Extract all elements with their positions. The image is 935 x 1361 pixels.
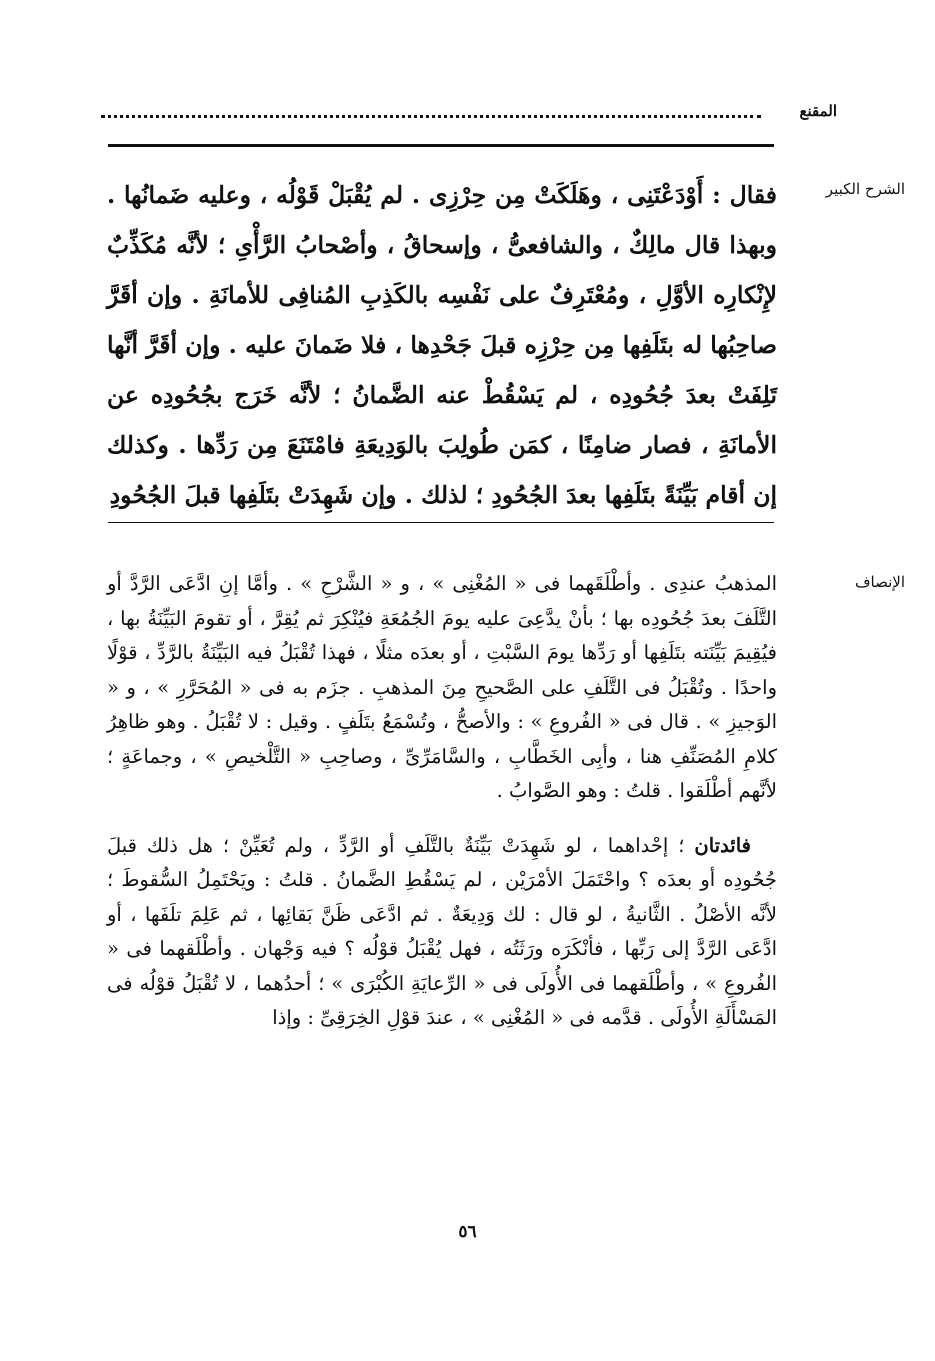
page-number: ٥٦ — [458, 1222, 477, 1242]
insaf-paragraph-2 — [107, 829, 777, 1036]
running-header — [101, 98, 837, 124]
sharh-paragraph: فقال : أَوْدَعْتَنِى ، وهَلَكَتْ مِن حِرْزِى . لم يُقْبَلْ قَوْلُه ، وعليه ضَمانُها . وبهذا قال مالِكٌ ، والشافعىُّ ، وإسحاقُ ، وأصْحابُ الرَّأْىِ ؛ لأنَّه مُكَذِّبٌ لإِنْكارِه الأوَّلِ ، ومُعْتَرِفٌ على نَفْسِه بالكَذِبِ المُنافِى للأمانَةِ . وإن أقَرَّ صاحِبُها له بتَلَفِها مِن حِرْزِه قبلَ جَحْدِها ، فلا ضَمانَ عليه . وإن أقَرَّ أنَّها تَلِفَتْ بعدَ جُحُودِه ، لم يَسْقُطْ عنه الضَّمانُ ؛ لأنَّه خَرَج بجُحُودِه عن الأمانَةِ ، فصار ضامِنًا ، كمَن طُولِبَ بالوَدِيعَةِ فامْتَنَعَ مِن رَدِّها . وكذلك إن أقام بَيِّنَةً بتَلَفِها بعدَ الجُحُودِ ؛ لذلك . وإن شَهِدَتْ بتَلَفِها قبلَ الجُحُودِ — [107, 181, 777, 509]
section-divider — [108, 522, 774, 523]
sharh-side-label: الشرح الكبير — [825, 180, 905, 198]
header-rule — [108, 144, 774, 147]
insaf-text-block — [107, 567, 777, 1036]
insaf-paragraph-1: المذهبُ عندِى . وأطْلَقَهما فى « المُغْنِى » ، و « الشَّرْحِ » . وأمَّا إنِ ادَّعَى الرَّدَّ أو التَّلَفَ بعدَ جُحُودِه بها ؛ بأنْ يدَّعِىَ عليه يومَ الجُمُعَةِ فيُنْكِرَ ثم يُقِرَّ ، أو تقومَ البَيِّنَةُ بها ، فيُقِيمَ بَيِّنَته بتَلَفِها أو رَدِّها يومَ السَّبْتِ ، أو بعدَه مثلًا ، فهذا تُقْبَلُ فيه البَيِّنَةُ بالرَّدِّ ، قوْلًا واحدًا . وتُقْبَلُ فى التَّلَفِ على الصَّحيحِ مِنَ المذهبِ . جزَم به فى « المُحَرَّرِ » ، و « الوَجيزِ » . قال فى « الفُروعِ » : والأصحُّ ، وتُسْمَعُ بتَلَفٍ . وقيل : لا تُقْبَلُ . وهو ظاهِرُ كلامِ المُصَنِّفِ هنا ، وأبِى الخَطَّابِ ، والسَّامَرِّىِّ ، وصاحِبِ « التَّلْخيصِ » ، وجماعَةٍ ؛ لأنَّهم أطْلَقوا . قلتُ : وهو الصَّوابُ . — [107, 572, 777, 802]
header-dotted-leader — [101, 105, 761, 118]
insaf-side-label: الإنصاف — [854, 573, 905, 591]
book-title: المقنع — [799, 102, 837, 120]
sharh-text-block — [107, 170, 777, 520]
insaf-paragraph-2-text: ؛ إحْداهما ، لو شَهِدَتْ بَيِّنَةٌ بالتَّلَفِ أو الرَّدِّ ، ولم تُعَيِّنْ ؛ هل ذلك قبلَ جُحُودِه أو بعدَه ؟ واحْتَمَلَ الأمْرَيْن ، لم يَسْقُطِ الضَّمانُ . قلتُ : ويَحْتَمِلُ السُّقوطَ ؛ لأنَّه الأصْلُ . الثَّانيةُ ، لو قال : لك وَدِيعَةٌ . ثم ادَّعَى ظَنَّ بَقائِها ، ثم عَلِمَ تلَفَها ، أو ادَّعَى الرَّدَّ إلى رَبِّها ، فأنْكَرَه ورَثَتُه ، فهل يُقْبَلُ قوْلُه ؟ فيه وَجْهان . وأطْلَقهما فى « الفُروعِ » ، وأطْلَقهما فى الأُولَى فى « الرِّعايَةِ الكُبْرَى » ؛ أحدُهما ، لا تُقْبَلُ قوْلُه فى المَسْأَلَةِ الأُولَى . قدَّمه فى « المُغْنِى » ، عندَ قوْلِ الخِرَقِىِّ : وإذا — [107, 833, 777, 1029]
faidatan-heading: فائدتان — [694, 833, 751, 857]
